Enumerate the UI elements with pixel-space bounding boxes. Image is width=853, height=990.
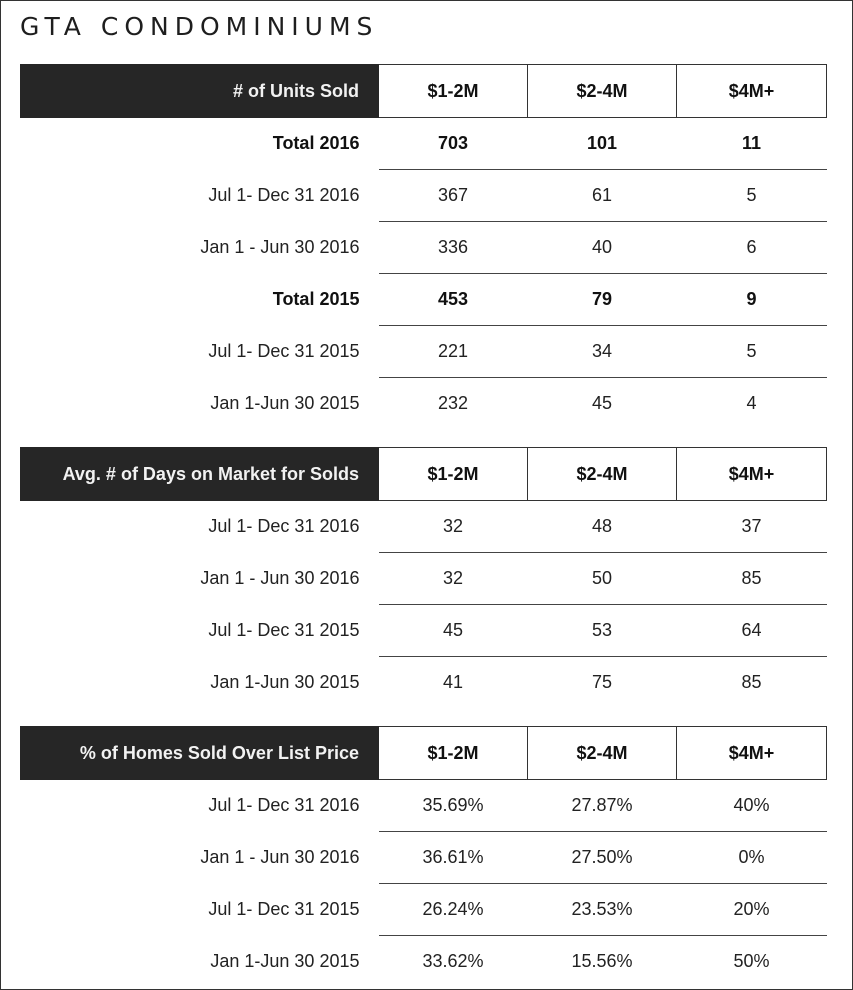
- cell-value: 85: [741, 672, 762, 693]
- cell-value: 34: [528, 326, 677, 378]
- cell-value: 45: [591, 393, 613, 414]
- over-list-price-header-label: % of Homes Sold Over List Price: [21, 727, 379, 780]
- cell-value: 5: [677, 170, 827, 222]
- row-label: Jan 1 - Jun 30 2016: [200, 847, 360, 867]
- table-row: [21, 832, 827, 884]
- column-header-2-4m: $2-4M: [528, 448, 677, 501]
- over-list-price-table: [20, 726, 827, 988]
- row-label: Jan 1-Jun 30 2015: [210, 951, 360, 971]
- page-title: GTA CONDOMINIUMS: [20, 12, 379, 41]
- column-header-2-4m: $2-4M: [528, 727, 677, 780]
- table-row: [21, 657, 827, 709]
- units-sold-header-label: # of Units Sold: [21, 65, 379, 118]
- table-row: [21, 170, 827, 222]
- cell-value: 37: [677, 501, 827, 553]
- cell-value: 9: [677, 274, 827, 326]
- row-label: Jul 1- Dec 31 2016: [208, 516, 360, 537]
- cell-value: 5: [677, 326, 827, 378]
- table-row: [21, 222, 827, 274]
- cell-value: 6: [677, 222, 827, 274]
- cell-value: 45: [379, 605, 528, 657]
- cell-value: 48: [528, 501, 677, 553]
- over-list-price-header-row: [21, 727, 827, 780]
- table-row: [21, 780, 827, 832]
- cell-value: 232: [437, 393, 469, 414]
- cell-value: 40: [528, 222, 677, 274]
- cell-value: 53: [528, 605, 677, 657]
- column-header-1-2m: $1-2M: [379, 65, 528, 118]
- cell-value: 4: [746, 393, 757, 414]
- cell-value: 26.24%: [379, 884, 528, 936]
- cell-value: 15.56%: [571, 951, 633, 972]
- row-label: Jul 1- Dec 31 2015: [208, 899, 360, 919]
- cell-value: 27.50%: [528, 832, 677, 884]
- row-label: Jul 1- Dec 31 2015: [208, 620, 360, 640]
- cell-value: 0%: [677, 832, 827, 884]
- cell-value: 32: [379, 501, 528, 553]
- cell-value: 101: [528, 118, 677, 170]
- table-row: [21, 553, 827, 605]
- row-label: Jul 1- Dec 31 2016: [208, 185, 360, 205]
- cell-value: 64: [677, 605, 827, 657]
- table-row: [21, 378, 827, 430]
- table-row: [21, 884, 827, 936]
- column-header-2-4m: $2-4M: [528, 65, 677, 118]
- row-label: Jan 1-Jun 30 2015: [210, 393, 360, 413]
- column-header-1-2m: $1-2M: [379, 727, 528, 780]
- cell-value: 85: [677, 553, 827, 605]
- cell-value: 50%: [733, 951, 770, 972]
- row-label: Jan 1-Jun 30 2015: [210, 672, 360, 692]
- cell-value: 35.69%: [379, 780, 528, 832]
- cell-value: 40%: [677, 780, 827, 832]
- row-label: Jan 1 - Jun 30 2016: [200, 568, 360, 588]
- row-label: Jan 1 - Jun 30 2016: [200, 237, 360, 257]
- days-on-market-header-row: [21, 448, 827, 501]
- cell-value: 75: [591, 672, 613, 693]
- cell-value: 32: [379, 553, 528, 605]
- table-row: [21, 274, 827, 326]
- table-row: [21, 118, 827, 170]
- row-label: Jul 1- Dec 31 2016: [208, 795, 360, 816]
- column-header-4m-plus: $4M+: [677, 65, 827, 118]
- table-row: [21, 326, 827, 378]
- cell-value: 221: [379, 326, 528, 378]
- table-row: [21, 605, 827, 657]
- cell-value: 61: [528, 170, 677, 222]
- table-row: [21, 936, 827, 988]
- cell-value: 11: [677, 118, 827, 170]
- column-header-4m-plus: $4M+: [677, 448, 827, 501]
- cell-value: 453: [379, 274, 528, 326]
- row-label: Total 2015: [272, 289, 360, 309]
- cell-value: 367: [379, 170, 528, 222]
- table-row: [21, 501, 827, 553]
- cell-value: 41: [442, 672, 464, 693]
- cell-value: 20%: [677, 884, 827, 936]
- units-sold-table: [20, 64, 827, 430]
- cell-value: 27.87%: [528, 780, 677, 832]
- cell-value: 33.62%: [422, 951, 484, 972]
- cell-value: 36.61%: [379, 832, 528, 884]
- days-on-market-header-label: Avg. # of Days on Market for Solds: [21, 448, 379, 501]
- row-label: Jul 1- Dec 31 2015: [208, 341, 360, 361]
- cell-value: 50: [528, 553, 677, 605]
- units-sold-header-row: [21, 65, 827, 118]
- cell-value: 703: [379, 118, 528, 170]
- column-header-4m-plus: $4M+: [677, 727, 827, 780]
- cell-value: 79: [528, 274, 677, 326]
- cell-value: 336: [379, 222, 528, 274]
- row-label: Total 2016: [272, 133, 360, 154]
- days-on-market-table: [20, 447, 827, 709]
- column-header-1-2m: $1-2M: [379, 448, 528, 501]
- cell-value: 23.53%: [528, 884, 677, 936]
